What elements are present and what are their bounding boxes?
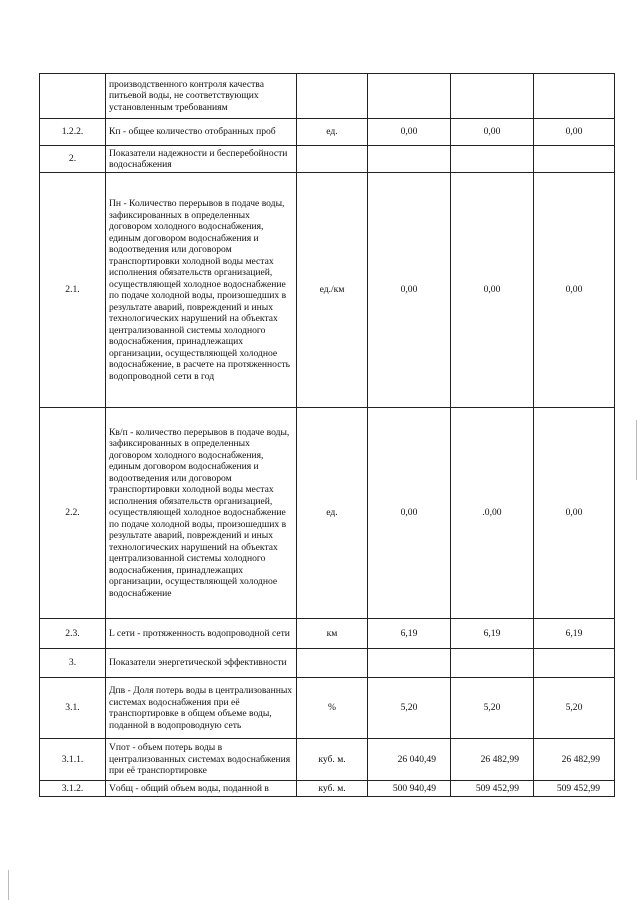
- row-unit: [297, 146, 368, 173]
- row-unit: ед./км: [297, 173, 368, 408]
- table-row: [40, 619, 615, 649]
- row-number: 3.: [40, 649, 106, 678]
- row-unit: куб. м.: [297, 781, 368, 797]
- row-unit: [297, 74, 368, 119]
- table-row: [40, 173, 615, 408]
- row-unit: куб. м.: [297, 739, 368, 781]
- row-value-1: [368, 649, 451, 678]
- row-description: Кв/п - количество перерывов в подаче воды, зафиксированных в определенных договором холодного водоснабжения, единым договором водоснабжения и водоотведения или договором транспортировки холодной воды местах исполнения обязательств организацией, осуществляющей холодное водоснабжение по подаче холодной воды, произошедших в результате аварий, повреждений и иных технологических нарушений на объектах централизованной системы холодного водоснабжения, принадлежащих организации, осуществляющей холодное водоснабжение: [106, 408, 297, 619]
- table-row: [40, 408, 615, 619]
- table-row: [40, 119, 615, 146]
- row-description: Показатели надежности и бесперебойности водоснабжения: [106, 146, 297, 173]
- row-value-2: [451, 649, 534, 678]
- table-row: [40, 678, 615, 739]
- row-description: Дпв - Доля потерь воды в централизованных системах водоснабжения при её транспортировке в общем объеме воды, поданной в водопроводную сеть: [106, 678, 297, 739]
- row-value-1: 0,00: [368, 119, 451, 146]
- row-value-3: [534, 649, 615, 678]
- row-value-1: 500 940,49: [368, 781, 451, 797]
- row-value-3: 6,19: [534, 619, 615, 649]
- indicators-table: [39, 73, 615, 797]
- row-value-3: 0,00: [534, 408, 615, 619]
- row-description: Показатели энергетической эффективности: [106, 649, 297, 678]
- row-value-3: 26 482,99: [534, 739, 615, 781]
- row-value-2: 26 482,99: [451, 739, 534, 781]
- row-value-3: [534, 146, 615, 173]
- row-value-1: 0,00: [368, 173, 451, 408]
- row-number: 2.3.: [40, 619, 106, 649]
- row-value-1: [368, 146, 451, 173]
- row-number: 2.1.: [40, 173, 106, 408]
- row-value-1: 0,00: [368, 408, 451, 619]
- row-value-3: 5,20: [534, 678, 615, 739]
- row-value-3: 509 452,99: [534, 781, 615, 797]
- row-value-1: 5,20: [368, 678, 451, 739]
- row-value-2: [451, 74, 534, 119]
- row-value-1: 26 040,49: [368, 739, 451, 781]
- row-value-3: 0,00: [534, 173, 615, 408]
- row-description: Vпот - объем потерь воды в централизованных системах водоснабжения при её транспортировке: [106, 739, 297, 781]
- row-description: Кп - общее количество отобранных проб: [106, 119, 297, 146]
- table-row: [40, 146, 615, 173]
- row-unit: км: [297, 619, 368, 649]
- row-description: Vобщ - общий объем воды, поданной в: [106, 781, 297, 797]
- row-description: L сети - протяженность водопроводной сети: [106, 619, 297, 649]
- row-value-1: [368, 74, 451, 119]
- scan-edge-mark: [636, 420, 637, 480]
- row-number: 3.1.1.: [40, 739, 106, 781]
- row-unit: ед.: [297, 408, 368, 619]
- scan-edge-mark: [8, 870, 9, 900]
- table-row: [40, 781, 615, 797]
- row-unit: [297, 649, 368, 678]
- row-number: 3.1.2.: [40, 781, 106, 797]
- row-value-3: 0,00: [534, 119, 615, 146]
- table-row: [40, 74, 615, 119]
- row-value-2: 0,00: [451, 173, 534, 408]
- row-number: 2.2.: [40, 408, 106, 619]
- row-value-2: .0,00: [451, 408, 534, 619]
- row-unit: ед.: [297, 119, 368, 146]
- row-description: производственного контроля качества питьевой воды, не соответствующих установленным требованиям: [106, 74, 297, 119]
- table-row: [40, 739, 615, 781]
- row-value-3: [534, 74, 615, 119]
- row-value-1: 6,19: [368, 619, 451, 649]
- row-value-2: 0,00: [451, 119, 534, 146]
- row-number: [40, 74, 106, 119]
- row-description: Пн - Количество перерывов в подаче воды, зафиксированных в определенных договором холодного водоснабжения, единым договором водоснабжения и водоотведения или договором транспортировки холодной воды местах исполнения обязательств организацией, осуществляющей холодное водоснабжение по подаче холодной воды, произошедших в результате аварий, повреждений и иных технологических нарушений на объектах централизованной системы холодного водоснабжения, принадлежащих организации, осуществляющей холодное водоснабжение, в расчете на протяженность водопроводной сети в год: [106, 173, 297, 408]
- table-row: [40, 649, 615, 678]
- row-number: 1.2.2.: [40, 119, 106, 146]
- row-value-2: 6,19: [451, 619, 534, 649]
- row-value-2: 5,20: [451, 678, 534, 739]
- row-number: 2.: [40, 146, 106, 173]
- row-value-2: [451, 146, 534, 173]
- row-unit: %: [297, 678, 368, 739]
- row-number: 3.1.: [40, 678, 106, 739]
- row-value-2: 509 452,99: [451, 781, 534, 797]
